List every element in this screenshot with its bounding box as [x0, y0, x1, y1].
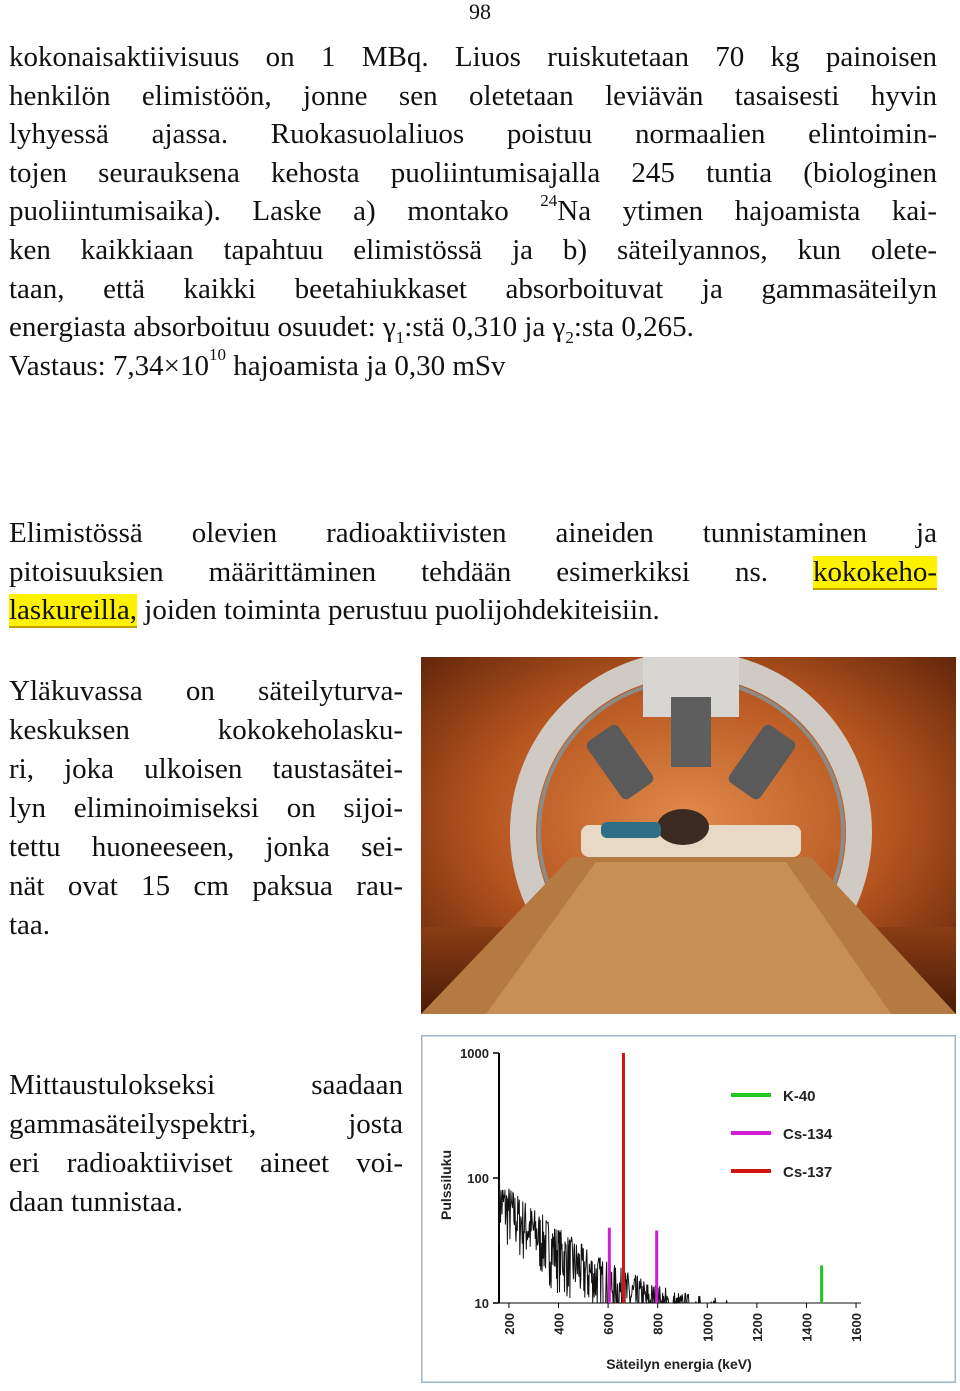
y-tick-label: 10 — [474, 1296, 489, 1311]
patient-head — [657, 809, 709, 845]
text-line: ken kaikkiaan tapahtuu elimistössä ja b) säteilyannos, kun olete- — [9, 233, 937, 266]
text-line: kokonaisaktiivisuus on 1 MBq. Liuos ruiskutetaan 70 kg painoisen — [9, 41, 937, 73]
text-line — [9, 192, 937, 231]
text-line — [9, 308, 937, 347]
text-segment: Na ytimen hajoamista kai- — [557, 195, 937, 228]
caption-line: eri radioaktiiviset aineet voi- — [9, 1147, 403, 1179]
caption-line: Yläkuvassa on säteilyturva- — [9, 675, 403, 707]
x-tick-label: 400 — [551, 1313, 567, 1335]
caption-line: lyn eliminoimiseksi on sijoi- — [9, 792, 403, 824]
x-tick-label: 600 — [601, 1313, 617, 1335]
text-segment: puoliintumisaika). Laske a) montako — [9, 195, 541, 228]
caption-line: Mittaustulokseksi saadaan — [9, 1069, 403, 1101]
subscript: 1 — [395, 327, 405, 347]
text-segment: :sta 0,265. — [573, 311, 694, 344]
mass-number: 24 — [540, 190, 558, 210]
x-tick-label: 1000 — [700, 1313, 716, 1342]
caption-line: ri, joka ulkoisen taustasätei- — [9, 753, 403, 785]
highlighted-term: kokokeho- — [812, 555, 937, 588]
photo-illustration — [421, 657, 956, 1014]
text-line — [9, 591, 937, 630]
gamma-spectrum-chart — [421, 1035, 956, 1383]
text-line — [9, 553, 937, 592]
x-tick-label: 200 — [501, 1313, 517, 1335]
caption-line: keskuksen kokokeholasku- — [9, 714, 403, 746]
highlighted-term: laskureilla, — [9, 594, 138, 627]
intro-paragraph — [9, 514, 937, 630]
answer-text: Vastaus: 7,34×10 — [9, 349, 210, 382]
legend-label: K-40 — [783, 1088, 816, 1105]
legend-label: Cs-137 — [783, 1164, 833, 1181]
caption-line: daan tunnistaa. — [9, 1186, 183, 1218]
spectrum-svg — [421, 1035, 956, 1383]
text-line: taan, että kaikki beetahiukkaset absorboituvat ja gammasäteilyn — [9, 272, 937, 305]
text-line: tojen seurauksena kehosta puoliintumisajalla 245 tuntia (biologinen — [9, 156, 937, 189]
text-segment: pitoisuuksien määrittäminen tehdään esimerkiksi ns. — [9, 555, 813, 588]
text-segment: energiasta absorboituu osuudet: γ — [9, 311, 396, 344]
text-line: Elimistössä olevien radioaktiivisten aineiden tunnistaminen ja — [9, 517, 937, 549]
legend-label: Cs-134 — [783, 1126, 833, 1143]
photo-caption — [9, 672, 403, 945]
caption-line: taa. — [9, 909, 51, 941]
y-axis-label: Pulssiluku — [438, 1149, 454, 1221]
patient-body — [601, 822, 661, 838]
caption-line: tettu huoneeseen, jonka sei- — [9, 831, 403, 863]
caption-line: gammasäteilyspektri, josta — [9, 1108, 403, 1140]
x-tick-label: 1200 — [749, 1313, 765, 1342]
x-axis-label: Säteilyn energia (keV) — [606, 1356, 752, 1372]
page-number: 98 — [469, 0, 491, 24]
x-tick-label: 1400 — [799, 1313, 815, 1342]
text-line: henkilön elimistöön, jonne sen oletetaan leviävän tasaisesti hyvin — [9, 79, 937, 112]
text-segment: :stä 0,310 ja γ — [404, 311, 566, 344]
answer-line — [9, 347, 937, 386]
x-tick-label: 800 — [650, 1313, 666, 1335]
exercise-paragraph — [9, 38, 937, 385]
subscript: 2 — [565, 327, 574, 347]
y-tick-label: 1000 — [460, 1046, 489, 1061]
exponent: 10 — [209, 345, 227, 365]
text-segment: joiden toiminta perustuu puolijohdekiteisiin. — [137, 594, 660, 627]
detector-top — [671, 697, 711, 767]
whole-body-counter-photo — [421, 657, 956, 1014]
text-line: lyhyessä ajassa. Ruokasuolaliuos poistuu normaalien elintoimin- — [9, 118, 937, 151]
caption-line: nät ovat 15 cm paksua rau- — [9, 870, 403, 902]
answer-text: hajoamista ja 0,30 mSv — [226, 349, 506, 382]
y-tick-label: 100 — [467, 1171, 489, 1186]
x-tick-label: 1600 — [849, 1313, 865, 1342]
spectrum-caption — [9, 1066, 403, 1222]
